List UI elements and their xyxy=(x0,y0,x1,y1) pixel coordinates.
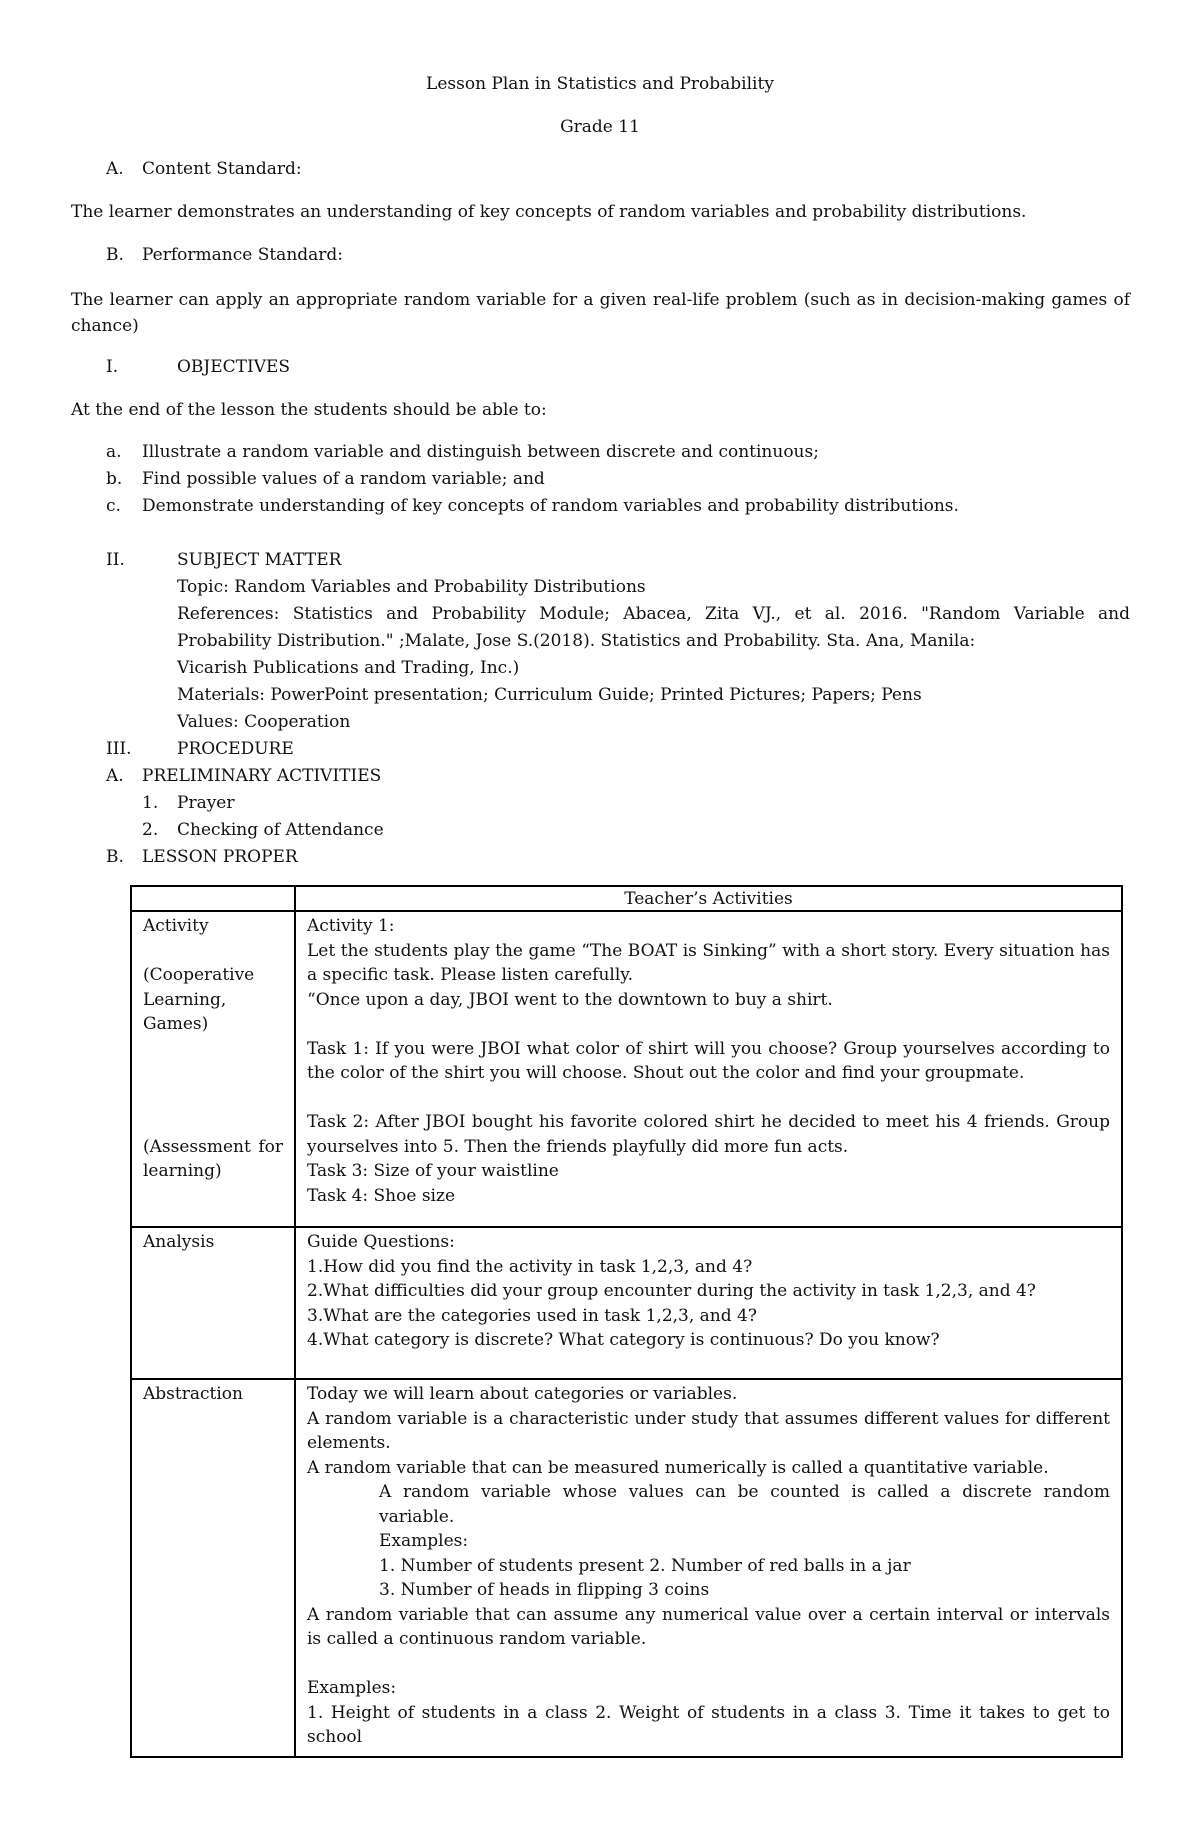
objective-a-marker: a. xyxy=(106,442,122,462)
subject-references-line2: Probability Distribution." ;Malate, Jose S.(2018). Statistics and Probability. Sta. Ana, Manila: xyxy=(177,631,976,651)
analysis-question-3: 3.What are the categories used in task 1,2,3, and 4? xyxy=(307,1305,757,1326)
preliminary-marker: A. xyxy=(106,766,124,786)
discrete-definition: A random variable whose values can be counted is called a discrete random variable. xyxy=(379,1482,1110,1527)
preliminary-item-1: Prayer xyxy=(177,793,235,813)
objective-c: Demonstrate understanding of key concepts of random variables and probability distributions. xyxy=(142,496,959,516)
objective-b: Find possible values of a random variable; and xyxy=(142,469,545,489)
preliminary-item-2-marker: 2. xyxy=(142,820,159,840)
content-standard-label: Content Standard: xyxy=(142,159,302,179)
abstraction-definition-2: A random variable that can be measured numerically is called a quantitative variable. xyxy=(307,1457,1049,1478)
activity-task-3: Task 3: Size of your waistline xyxy=(307,1161,559,1181)
lesson-proper-marker: B. xyxy=(106,847,124,867)
document-title: Lesson Plan in Statistics and Probability xyxy=(426,74,774,94)
discrete-examples-title: Examples: xyxy=(379,1531,469,1551)
abstraction-intro: Today we will learn about categories or variables. xyxy=(307,1384,738,1404)
continuous-definition: A random variable that can assume any numerical value over a certain interval or intervals is called a continuous random variable. xyxy=(307,1604,1110,1649)
abstraction-definition-1: A random variable is a characteristic under study that assumes different values for different elements. xyxy=(307,1408,1110,1453)
analysis-title: Guide Questions: xyxy=(307,1232,455,1252)
abstraction-content-cell xyxy=(295,1379,1122,1757)
activity-task-1: Task 1: If you were JBOI what color of shirt will you choose? Group yourselves according to the color of the shirt you will choose. Shout out the color and find your groupmate. xyxy=(307,1038,1110,1083)
continuous-examples: 1. Height of students in a class 2. Weight of students in a class 3. Time it takes to get to school xyxy=(307,1702,1110,1747)
preliminary-item-2: Checking of Attendance xyxy=(177,820,384,840)
subject-values: Values: Cooperation xyxy=(177,712,351,732)
discrete-block xyxy=(307,1480,1110,1603)
activity-task-4: Task 4: Shoe size xyxy=(307,1185,456,1206)
lesson-proper-heading: LESSON PROPER xyxy=(142,847,298,867)
activity-label-cell xyxy=(131,911,295,1227)
subject-matter-marker: II. xyxy=(106,550,125,570)
subject-matter-heading: SUBJECT MATTER xyxy=(177,550,342,570)
activity-story: “Once upon a day, JBOI went to the downtown to buy a shirt. xyxy=(307,989,833,1010)
subject-references-line1: References: Statistics and Probability Module; Abacea, Zita VJ., et al. 2016. "Random Variable and xyxy=(177,604,1130,624)
table-row-activity xyxy=(131,911,1122,1227)
table-header-teachers-activities: Teacher’s Activities xyxy=(295,886,1122,911)
activity-sub-cooperative: (Cooperative Learning, Games) xyxy=(143,965,255,1034)
procedure-marker: III. xyxy=(106,739,132,759)
performance-standard-marker: B. xyxy=(106,245,124,265)
objective-c-marker: c. xyxy=(106,496,121,516)
activity-title: Activity 1: xyxy=(307,916,395,936)
activity-sub-assessment: (Assessment for learning) xyxy=(143,1136,283,1181)
table-row-analysis xyxy=(131,1227,1122,1379)
activity-intro: Let the students play the game “The BOAT is Sinking” with a short story. Every situation has a specific task. Please listen carefully. xyxy=(307,940,1110,985)
discrete-example-1: 1. Number of students present 2. Number of red balls in a jar xyxy=(379,1555,911,1576)
discrete-example-2: 3. Number of heads in flipping 3 coins xyxy=(379,1580,710,1600)
activity-task-2: Task 2: After JBOI bought his favorite colored shirt he decided to meet his 4 friends. Group yourselves into 5. Then the friends playfully did more fun acts. xyxy=(307,1112,1110,1157)
analysis-content-cell xyxy=(295,1227,1122,1379)
objectives-heading: OBJECTIVES xyxy=(177,357,291,377)
procedure-heading: PROCEDURE xyxy=(177,739,294,759)
continuous-examples-title: Examples: xyxy=(307,1678,397,1698)
performance-standard-label: Performance Standard: xyxy=(142,245,344,265)
table-row-abstraction xyxy=(131,1379,1122,1757)
table-header-left xyxy=(131,886,295,911)
analysis-question-4: 4.What category is discrete? What category is continuous? Do you know? xyxy=(307,1330,940,1350)
abstraction-label: Abstraction xyxy=(131,1379,295,1757)
analysis-question-2: 2.What difficulties did your group encounter during the activity in task 1,2,3, and 4? xyxy=(307,1281,1036,1301)
content-standard-marker: A. xyxy=(106,159,124,179)
preliminary-heading: PRELIMINARY ACTIVITIES xyxy=(142,766,382,786)
preliminary-item-1-marker: 1. xyxy=(142,793,159,813)
subject-topic: Topic: Random Variables and Probability Distributions xyxy=(177,577,646,597)
objective-b-marker: b. xyxy=(106,469,123,489)
content-standard-text: The learner demonstrates an understanding of key concepts of random variables and probability distributions. xyxy=(71,202,1027,222)
grade-level: Grade 11 xyxy=(560,117,640,137)
performance-standard-text: The learner can apply an appropriate random variable for a given real-life problem (such as in decision-making games of chance) xyxy=(71,290,1130,336)
subject-materials: Materials: PowerPoint presentation; Curriculum Guide; Printed Pictures; Papers; Pens xyxy=(177,685,922,705)
activity-content-cell xyxy=(295,911,1122,1227)
subject-references-line3: Vicarish Publications and Trading, Inc.) xyxy=(177,658,520,678)
table-header-row xyxy=(131,886,1122,911)
activity-label: Activity xyxy=(143,916,209,936)
analysis-label: Analysis xyxy=(131,1227,295,1379)
objectives-marker: I. xyxy=(106,357,119,377)
analysis-question-1: 1.How did you find the activity in task 1,2,3, and 4? xyxy=(307,1256,753,1277)
lesson-proper-table xyxy=(130,885,1123,1758)
objective-a: Illustrate a random variable and distinguish between discrete and continuous; xyxy=(142,442,819,462)
objectives-intro: At the end of the lesson the students should be able to: xyxy=(71,400,547,420)
